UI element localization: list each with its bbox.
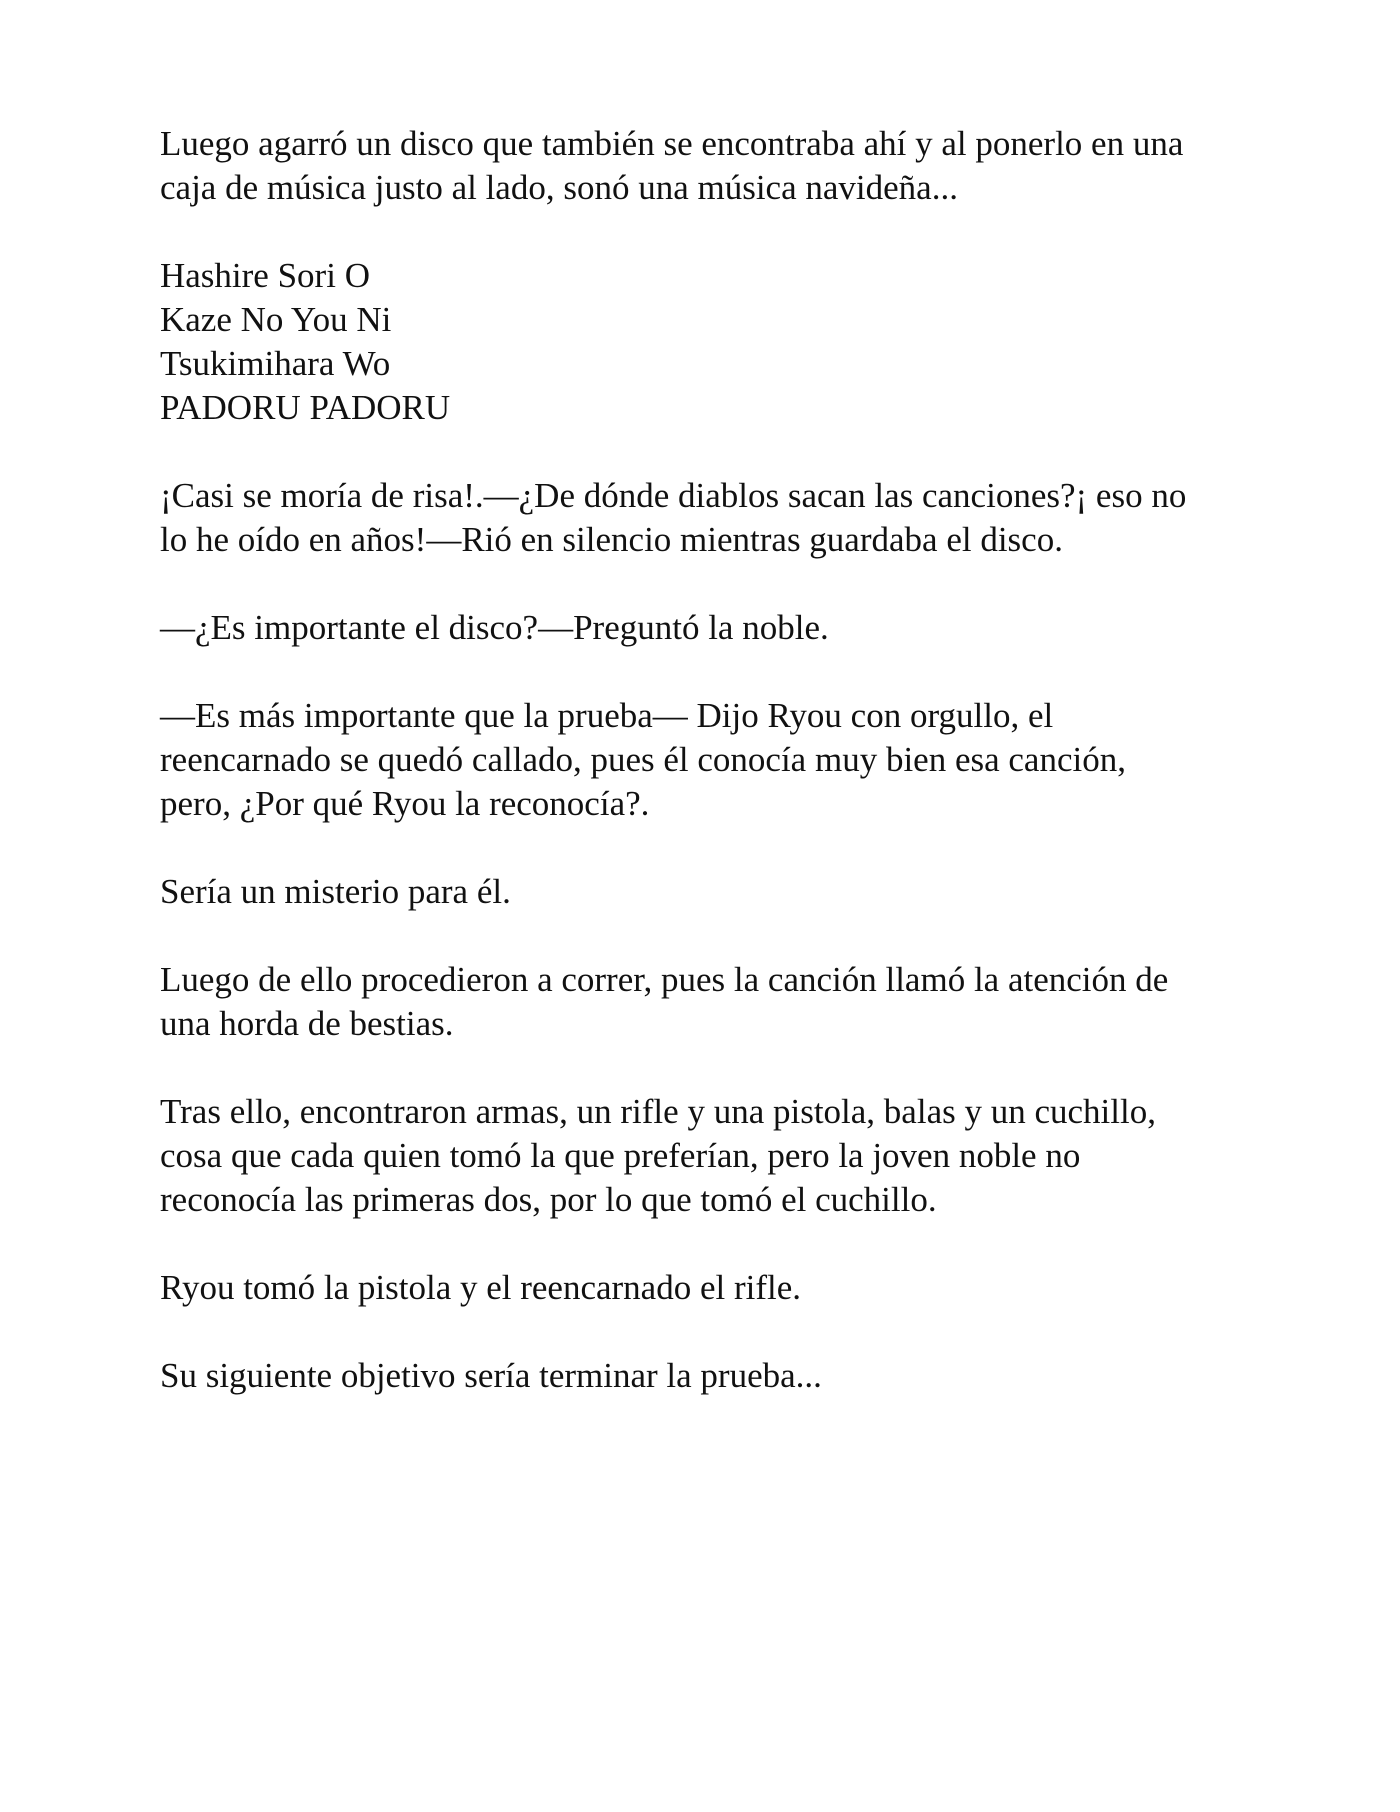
paragraph-disco: Luego agarró un disco que también se encontraba ahí y al ponerlo en una caja de música justo al lado, sonó una música navideña... [160, 124, 1184, 207]
paragraph-armas: Tras ello, encontraron armas, un rifle y una pistola, balas y un cuchillo, cosa que cada quien tomó la que preferían, pero la joven noble no reconocía las primeras dos, por lo que tomó el cuchillo. [160, 1092, 1156, 1219]
paragraph-ryou-orgullo: —Es más importante que la prueba— Dijo Ryou con orgullo, el reencarnado se quedó callado, pues él conocía muy bien esa canción, pero, ¿Por qué Ryou la reconocía?. [160, 696, 1126, 823]
paragraph-misterio: Sería un misterio para él. [160, 872, 511, 911]
paragraph-pregunta-noble: —¿Es importante el disco?—Preguntó la noble. [160, 608, 829, 647]
paragraph-objetivo: Su siguiente objetivo sería terminar la prueba... [160, 1356, 822, 1395]
paragraph-pistola-rifle: Ryou tomó la pistola y el reencarnado el rifle. [160, 1268, 802, 1307]
paragraph-correr: Luego de ello procedieron a correr, pues la canción llamó la atención de una horda de bestias. [160, 960, 1169, 1043]
paragraph-song-lyrics: Hashire Sori O Kaze No You Ni Tsukimihara Wo PADORU PADORU [160, 256, 451, 427]
paragraph-risa: ¡Casi se moría de risa!.—¿De dónde diablos sacan las canciones?¡ eso no lo he oído en años!—Rió en silencio mientras guardaba el disco. [160, 476, 1187, 559]
document-body [160, 122, 1250, 1398]
